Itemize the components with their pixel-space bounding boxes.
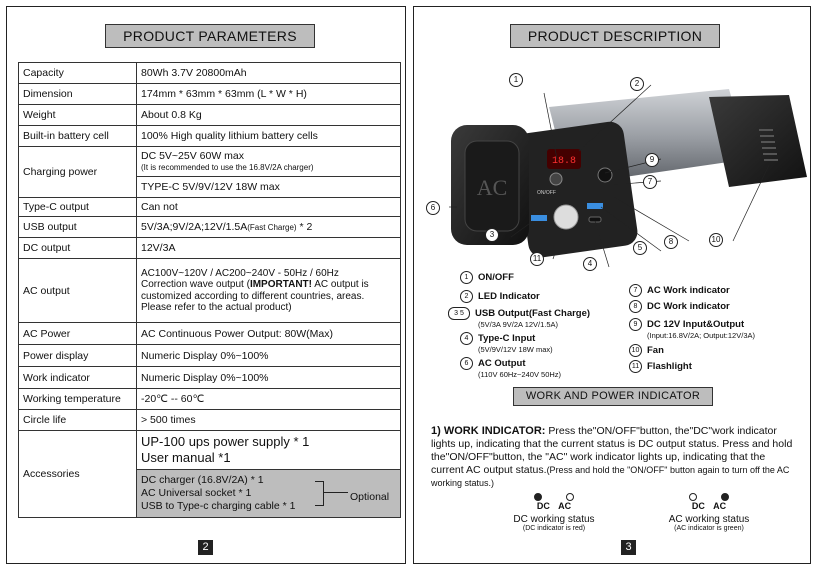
callout-5: 5 (633, 241, 647, 255)
row-value: 12V/3A (137, 238, 401, 259)
optional-3: USB to Type-c charging cable * 1 (141, 500, 296, 512)
row-value: Numeric Display 0%~100% (137, 345, 401, 367)
table-row (19, 259, 401, 323)
ac-status-title: AC working status (668, 514, 750, 525)
table-row (19, 84, 401, 105)
legend-dc-12v: 9 DC 12V Input&Output (Input:16.8V/2A; Output:12V/3A) (629, 318, 755, 340)
callout-10: 10 (709, 233, 723, 247)
dc-status-labels: DC AC (536, 501, 572, 511)
row-value: -20℃ -- 60℃ (137, 389, 401, 410)
callout-7: 7 (643, 175, 657, 189)
ac-line2c: AC output is (311, 279, 369, 290)
legend-usb: 3 5 USB Output(Fast Charge) (5V/3A 9V/2A 12V/1.5A) (448, 307, 590, 329)
table-row (19, 367, 401, 389)
row-value (137, 431, 401, 470)
device-front-panel (513, 120, 639, 259)
legend-ac-output: 6 AC Output (110V 60Hz~240V 50Hz) (460, 357, 561, 379)
row-value: 174mm * 63mm * 63mm (L * W * H) (137, 84, 401, 105)
legend-flashlight: 11 Flashlight (629, 360, 692, 373)
row-label: Dimension (19, 84, 137, 105)
product-description-title: PRODUCT DESCRIPTION (510, 24, 720, 48)
work-indicator-text: Press the"ON/OFF"button, the"DC"work indicator lights up, indicating that the current status is DC output status. Press and hold the"ON/OFF"button, the "AC" work indicator lights up, indicating that the current AC output status. (431, 425, 793, 476)
legend-typec: 4 Type-C Input (5V/9V/12V 18W max) (460, 332, 553, 354)
ac-dot-off (566, 493, 574, 501)
work-indicator-heading: 1) WORK INDICATOR: (431, 425, 546, 437)
dc-status (494, 493, 614, 532)
dc-status-note: (DC indicator is red) (522, 525, 586, 532)
ac-important: IMPORTANT! (249, 279, 312, 290)
table-row (19, 238, 401, 259)
callout-4: 4 (583, 257, 597, 271)
table-row (19, 389, 401, 410)
optional-1: DC charger (16.8V/2A) * 1 (141, 474, 264, 486)
charging-note: (It is recommended to use the 16.8V/2A charger) (141, 162, 314, 172)
row-label: Type-C output (19, 198, 137, 217)
callout-1: 1 (509, 73, 523, 87)
page-number: 3 (621, 540, 636, 555)
dc-dot-on (534, 493, 542, 501)
ac-line1: AC100V~120V / AC200~240V - 50Hz / 60Hz (141, 267, 339, 279)
row-value: > 500 times (137, 410, 401, 431)
work-indicator-paragraph (431, 425, 797, 490)
callout-9: 9 (645, 153, 659, 167)
on-off-label: ON/OFF (537, 190, 556, 196)
row-label: Capacity (19, 63, 137, 84)
row-value: About 0.8 Kg (137, 105, 401, 126)
table-row (19, 323, 401, 345)
device-right-cap (709, 95, 807, 187)
legend-led: 2 LED Indicator (460, 290, 540, 303)
flashlight-lens (554, 205, 578, 229)
table-row (19, 217, 401, 238)
row-value (137, 217, 401, 238)
callout-11: 11 (530, 252, 544, 266)
ac-label: AC (476, 175, 508, 200)
legend-fan: 10 Fan (629, 344, 664, 357)
accessory-1: UP-100 ups power supply * 1 (141, 434, 310, 449)
optional-2: AC Universal socket * 1 (141, 487, 252, 499)
row-value: Can not (137, 198, 401, 217)
ac-line4: Please refer to the actual product) (141, 302, 292, 313)
row-value: 100% High quality lithium battery cells (137, 126, 401, 147)
row-label: Working temperature (19, 389, 137, 410)
optional-accessories (137, 470, 401, 518)
row-value: 80Wh 3.7V 20800mAh (137, 63, 401, 84)
row-label: AC output (19, 259, 137, 323)
table-row (19, 105, 401, 126)
usb-port-1 (531, 215, 547, 221)
row-value (137, 147, 401, 177)
ac-status-labels: DC AC (691, 501, 727, 511)
work-power-indicator-title: WORK AND POWER INDICATOR (513, 387, 713, 406)
callout-3: 3 (485, 228, 499, 242)
dc-status-dots (534, 493, 574, 501)
ac-line3: customized according to different countries, areas. (141, 290, 365, 302)
product-parameters-title: PRODUCT PARAMETERS (105, 24, 315, 48)
accessory-2: User manual *1 (141, 450, 231, 465)
ac-status (649, 493, 769, 532)
row-label: Weight (19, 105, 137, 126)
ac-line2a: Correction wave output ( (141, 279, 250, 290)
optional-label: Optional (350, 491, 390, 503)
legend-dc-indicator: 8 DC Work indicator (629, 300, 730, 313)
optional-brace (315, 481, 324, 506)
charging-dc: DC 5V~25V 60W max (141, 149, 245, 162)
usb-value: 5V/3A;9V/2A;12V/1.5A (141, 221, 248, 233)
usb-suffix: * 2 (296, 221, 313, 233)
right-page (413, 6, 811, 564)
callout-2: 2 (630, 77, 644, 91)
row-label: Work indicator (19, 367, 137, 389)
row-value: TYPE-C 5V/9V/12V 18W max (137, 177, 401, 198)
dc-status-title: DC working status (513, 514, 595, 525)
dc-dot-off (689, 493, 697, 501)
page-number: 2 (198, 540, 213, 555)
row-label: Accessories (19, 431, 137, 518)
legend-ac-indicator: 7 AC Work indicator (629, 284, 730, 297)
table-row (19, 410, 401, 431)
table-row (19, 147, 401, 177)
usb-port-2 (587, 203, 603, 209)
row-value (137, 259, 401, 323)
row-label: Charging power (19, 147, 137, 198)
row-label: Built-in battery cell (19, 126, 137, 147)
left-page (6, 6, 406, 564)
ac-status-dots (689, 493, 729, 501)
work-indicator-note: (Press and hold the "ON/OFF" button again to turn off the AC working status.) (431, 465, 790, 488)
row-label: Power display (19, 345, 137, 367)
power-button (550, 173, 562, 185)
callout-6: 6 (426, 201, 440, 215)
row-label: Circle life (19, 410, 137, 431)
optional-line (324, 492, 348, 493)
row-value: AC Continuous Power Output: 80W(Max) (137, 323, 401, 345)
usb-note: (Fast Charge) (247, 223, 297, 232)
parameters-table (18, 62, 401, 518)
row-label: USB output (19, 217, 137, 238)
row-value: Numeric Display 0%~100% (137, 367, 401, 389)
table-row (19, 431, 401, 470)
dc-port (598, 168, 612, 182)
table-row (19, 63, 401, 84)
table-row (19, 126, 401, 147)
table-row (19, 345, 401, 367)
ac-dot-on (721, 493, 729, 501)
row-label: AC Power (19, 323, 137, 345)
table-row (19, 198, 401, 217)
product-photo (429, 67, 809, 282)
display-readout: 18.8 (551, 156, 577, 167)
ac-status-note: (AC indicator is green) (674, 525, 744, 532)
row-label: DC output (19, 238, 137, 259)
callout-8: 8 (664, 235, 678, 249)
legend-on-off: 1 ON/OFF (460, 271, 514, 284)
